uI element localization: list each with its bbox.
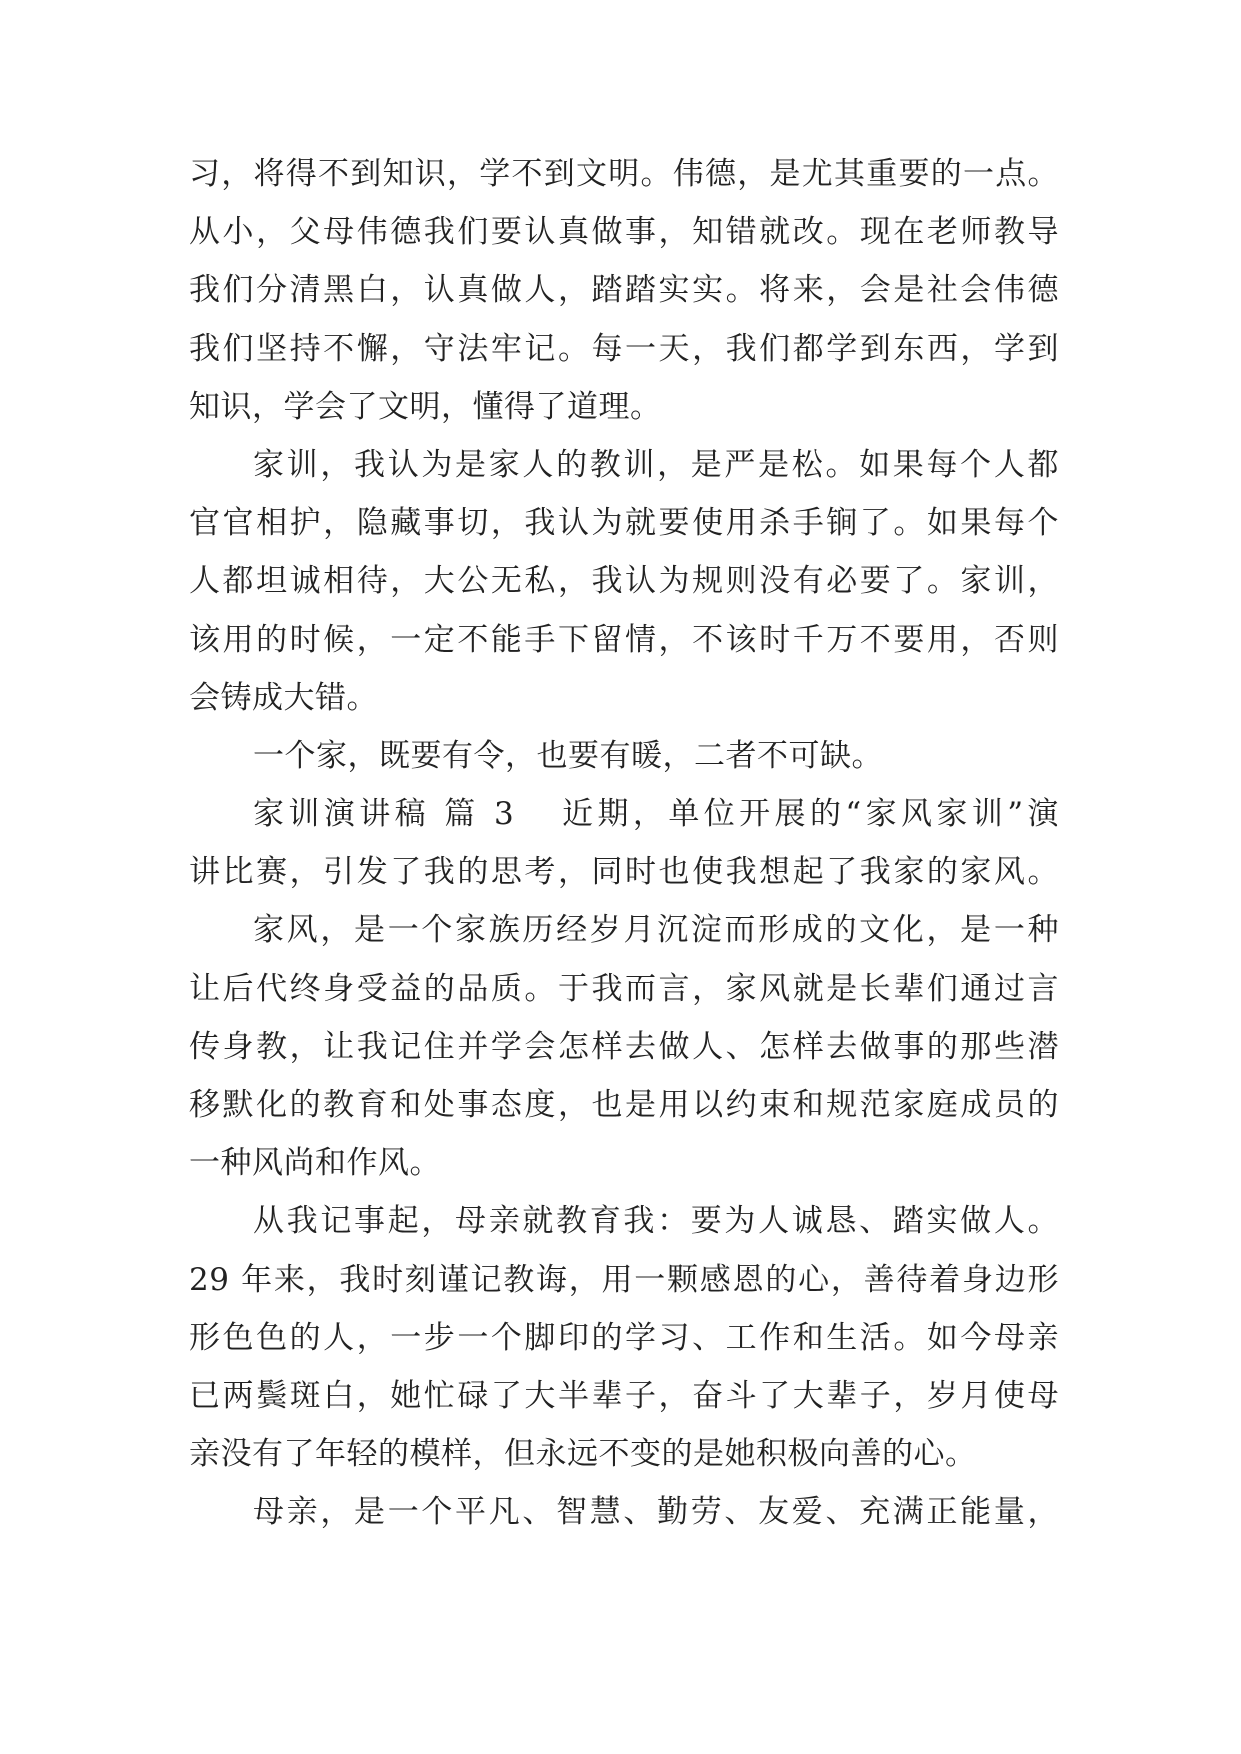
- text-line: 我们分清黑白，认真做人，踏踏实实。将来，会是社会伟德: [189, 272, 1059, 309]
- text-line: 我们坚持不懈，守法牢记。每一天，我们都学到东西，学到: [189, 330, 1059, 367]
- text-line: 习，将得不到知识，学不到文明。伟德，是尤其重要的一点。: [189, 156, 1059, 192]
- text-line: 家风，是一个家族历经岁月沉淀而形成的文化，是一种: [253, 912, 1059, 949]
- section-heading-line: [189, 785, 1059, 843]
- text-line: 移默化的教育和处事态度，也是用以约束和规范家庭成员的: [189, 1087, 1059, 1123]
- text-line: 该用的时候，一定不能手下留情，不该时千万不要用，否则: [189, 621, 1059, 658]
- section-heading-text: 近期，单位开展的“家风家训”演: [558, 796, 1059, 833]
- text-line: 知识，学会了文明，懂得了道理。: [189, 388, 662, 425]
- text-line: 家训，我认为是家人的教训，是严是松。如果每个人都: [253, 446, 1059, 483]
- text-line: 一种风尚和作风。: [189, 1145, 441, 1182]
- text-line: 母亲，是一个平凡、智慧、勤劳、友爱、充满正能量，: [253, 1494, 1059, 1531]
- document-body: [189, 145, 1059, 1542]
- text-line: 已两鬓斑白，她忙碌了大半辈子，奋斗了大辈子，岁月使母: [189, 1377, 1059, 1414]
- text-line: 亲没有了年轻的模样，但永远不变的是她积极向善的心。: [189, 1436, 977, 1473]
- text-line: 从小，父母伟德我们要认真做事，知错就改。现在老师教导: [189, 214, 1059, 251]
- text-line: 29 年来，我时刻谨记教诲，用一颗感恩的心，善待着身边形: [189, 1261, 1059, 1298]
- text-line: 让后代终身受益的品质。于我而言，家风就是长辈们通过言: [189, 970, 1059, 1007]
- text-line: 人都坦诚相待，大公无私，我认为规则没有必要了。家训，: [189, 563, 1059, 600]
- text-line: 讲比赛，引发了我的思考，同时也使我想起了我家的家风。: [189, 854, 1059, 891]
- text-line: 形色色的人，一步一个脚印的学习、工作和生活。如今母亲: [189, 1319, 1059, 1356]
- text-line: 官官相护，隐藏事切，我认为就要使用杀手锏了。如果每个: [189, 505, 1059, 542]
- text-line: 从我记事起，母亲就教育我：要为人诚恳、踏实做人。: [253, 1203, 1059, 1240]
- text-line: 传身教，让我记住并学会怎样去做人、怎样去做事的那些潜: [189, 1028, 1059, 1065]
- text-line: 一个家，既要有令，也要有暖，二者不可缺。: [253, 737, 883, 774]
- section-heading: 家训演讲稿 篇 3: [253, 796, 515, 833]
- text-line: 会铸成大错。: [189, 679, 378, 716]
